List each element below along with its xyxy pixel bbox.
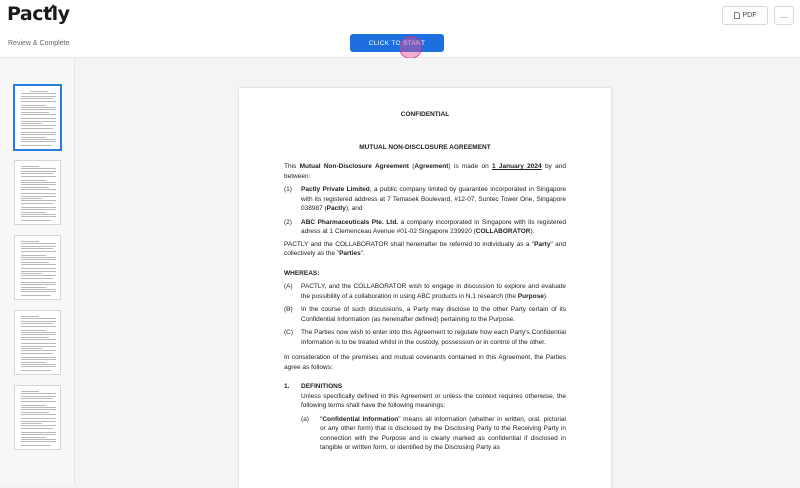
thumbnail-text-line — [21, 121, 56, 122]
consideration-paragraph: In consideration of the premises and mutual covenants contained in this Agreement, the Parties agree as follows: — [284, 354, 566, 371]
thumbnail-text-line — [21, 441, 56, 442]
document-title: MUTUAL NON-DISCLOSURE AGREEMENT — [359, 143, 491, 151]
thumbnail-text-line — [21, 98, 53, 99]
thumbnail-text-line — [21, 393, 56, 394]
thumbnail-text-line — [21, 128, 53, 129]
thumbnail-text-line — [21, 282, 56, 283]
thumbnail-text-line — [21, 398, 53, 399]
page-thumbnail-4[interactable] — [14, 310, 61, 375]
thumbnail-text-line — [21, 101, 56, 102]
thumbnail-text-line — [21, 275, 56, 276]
thumbnail-text-line — [21, 180, 46, 181]
thumbnail-text-line — [30, 91, 48, 92]
intro-paragraph: This Mutual Non-Disclosure Agreement (Agreement) is made on 1 January 2024 by and between: — [284, 163, 566, 180]
thumbnail-text-line — [21, 248, 53, 249]
thumbnail-text-line — [21, 362, 46, 363]
document-icon — [734, 12, 740, 19]
thumbnail-text-line — [21, 343, 56, 344]
thumbnail-text-line — [21, 401, 56, 402]
section-1-heading: 1. DEFINITIONS — [284, 383, 343, 390]
thumbnail-text-line — [21, 278, 53, 279]
thumbnail-text-line — [21, 123, 42, 124]
thumbnail-text-line — [21, 330, 46, 331]
thumbnail-text-line — [21, 251, 56, 252]
thumbnail-text-line — [21, 207, 56, 208]
thumbnail-text-line — [21, 118, 56, 119]
thumbnail-text-line — [21, 366, 56, 367]
thumbnail-text-line — [21, 93, 56, 94]
thumbnail-text-line — [21, 321, 56, 322]
thumbnail-text-line — [21, 176, 56, 177]
thumbnail-text-line — [21, 289, 56, 290]
thumbnail-text-line — [21, 350, 56, 351]
page-thumbnail-2[interactable] — [14, 160, 61, 225]
thumbnail-text-line — [21, 291, 56, 292]
thumbnail-text-line — [21, 284, 56, 285]
thumbnail-text-line — [21, 318, 56, 319]
breadcrumb: Review & Complete — [8, 40, 70, 47]
cursor-indicator — [399, 36, 422, 59]
pactly-logo[interactable]: Pactly — [7, 3, 70, 25]
thumbnail-text-line — [21, 439, 56, 440]
thumbnail-text-line — [21, 132, 56, 133]
thumbnail-text-line — [21, 396, 56, 397]
thumbnail-text-line — [21, 434, 56, 435]
thumbnail-text-line — [21, 214, 56, 215]
thumbnail-text-line — [21, 445, 51, 446]
thumbnail-text-line — [21, 271, 56, 272]
thumbnail-text-line — [21, 209, 56, 210]
thumbnail-text-line — [21, 370, 51, 371]
page-thumbnail-sidebar — [0, 58, 75, 485]
thumbnail-text-line — [21, 137, 46, 138]
thumbnail-text-line — [21, 134, 56, 135]
recital-c: (C) The Parties now wish to enter into this Agreement to regulate how each Party's Confidential Information is to be treated whilst in the custody, possession or in control of the other. — [284, 329, 566, 346]
page-thumbnail-1[interactable] — [14, 85, 61, 150]
thumbnail-text-line — [21, 200, 56, 201]
thumbnail-text-line — [21, 405, 46, 406]
document-content — [284, 88, 566, 453]
thumbnail-text-line — [21, 189, 56, 190]
party-2: (2) ABC Pharmaceuticals Pte. Ltd. a company incorporated in Singapore with its registered adress at 1 Clemenceau Avenue #01-02 Singapore 239920 (COLLABORATOR). — [284, 218, 566, 235]
page-thumbnail-3[interactable] — [14, 235, 61, 300]
thumbnail-text-line — [21, 257, 56, 258]
thumbnail-text-line — [21, 346, 56, 347]
thumbnail-text-line — [21, 423, 42, 424]
thumbnail-text-line — [21, 198, 42, 199]
more-icon: ... — [780, 11, 788, 20]
thumbnail-text-line — [21, 334, 56, 335]
more-options-button[interactable] — [774, 6, 794, 25]
thumbnail-text-line — [21, 418, 56, 419]
thumbnail-text-line — [21, 216, 56, 217]
thumbnail-text-line — [21, 139, 56, 140]
thumbnail-text-line — [21, 109, 56, 110]
thumbnail-text-line — [21, 259, 56, 260]
thumbnail-text-line — [21, 359, 56, 360]
page-thumbnail-5[interactable] — [14, 385, 61, 450]
thumbnail-text-line — [21, 425, 56, 426]
parties-definition: PACTLY and the COLLABORATOR shall hereinafter be referred to individually as a "Party" and collectively as the "Parties". — [284, 240, 566, 257]
thumbnail-text-line — [21, 243, 56, 244]
thumbnail-text-line — [21, 316, 39, 317]
thumbnail-text-line — [21, 241, 39, 242]
thumbnail-text-line — [21, 255, 46, 256]
thumbnail-text-line — [21, 273, 42, 274]
thumbnail-text-line — [21, 353, 53, 354]
thumbnail-text-line — [21, 339, 56, 340]
thumbnail-text-line — [21, 391, 39, 392]
thumbnail-text-line — [21, 357, 56, 358]
thumbnail-text-line — [21, 145, 51, 146]
thumbnail-text-line — [21, 171, 56, 172]
thumbnail-text-line — [21, 184, 56, 185]
section-1-text: Unless specifically defined in this Agreement or unless the context requires otherwise, the following terms shall have the following meanings: — [301, 392, 566, 409]
thumbnail-text-line — [21, 264, 56, 265]
recital-a: (A) PACTLY, and the COLLABORATOR wish to engage in discussion to explore and evaluate the possibility of a collaboration in using ABC products in N.1 research (the Purpose). — [284, 283, 566, 300]
thumbnail-text-line — [21, 212, 46, 213]
thumbnail-text-line — [21, 323, 53, 324]
thumbnail-text-line — [21, 295, 51, 296]
thumbnail-text-line — [21, 107, 56, 108]
thumbnail-text-line — [21, 432, 56, 433]
thumbnail-text-line — [21, 196, 56, 197]
thumbnail-text-line — [21, 182, 56, 183]
thumbnail-text-line — [21, 337, 49, 338]
document-page — [239, 88, 611, 488]
pdf-label: PDF — [742, 12, 757, 19]
thumbnail-text-line — [21, 203, 53, 204]
thumbnail-text-line — [21, 112, 49, 113]
thumbnail-text-line — [21, 141, 56, 142]
thumbnail-text-line — [21, 168, 56, 169]
thumbnail-text-line — [21, 187, 49, 188]
thumbnail-text-line — [21, 437, 46, 438]
thumbnail-text-line — [21, 268, 56, 269]
thumbnail-text-line — [21, 287, 46, 288]
thumbnail-text-line — [21, 262, 49, 263]
thumbnail-text-line — [21, 348, 42, 349]
confidential-label: CONFIDENTIAL — [400, 111, 450, 118]
thumbnail-text-line — [21, 125, 56, 126]
top-bar — [0, 0, 800, 30]
thumbnail-text-line — [21, 364, 56, 365]
thumbnail-text-line — [21, 96, 56, 97]
thumbnail-text-line — [21, 332, 56, 333]
pdf-button[interactable] — [722, 6, 768, 25]
click-to-start-button[interactable]: CLICK TO START — [350, 34, 444, 52]
thumbnail-text-line — [21, 105, 46, 106]
thumbnail-text-line — [21, 414, 56, 415]
thumbnail-text-line — [21, 409, 56, 410]
thumbnail-text-line — [21, 193, 56, 194]
logo-check-icon — [44, 4, 55, 14]
thumbnail-text-line — [21, 407, 56, 408]
party-1: (1) Pactly Private Limited, a public company limited by guarantee incorporated in Singapore with its registered address at 7 Temasek Boulevard, #12-07, Suntec Tower One, Singapore 038987 (Pactly); and — [284, 186, 566, 212]
thumbnail-text-line — [21, 114, 56, 115]
recital-b: (B) In the course of such discussions, a Party may disclose to the other Party certain of its Confidential Information (as hereinafter defined) pertaining to the Purpose. — [284, 306, 566, 323]
thumbnail-text-line — [21, 421, 56, 422]
thumbnail-text-line — [21, 326, 56, 327]
thumbnail-text-line — [21, 166, 39, 167]
thumbnail-text-line — [21, 173, 53, 174]
thumbnail-text-line — [21, 246, 56, 247]
thumbnail-text-line — [21, 428, 53, 429]
thumbnail-text-line — [21, 220, 51, 221]
whereas-heading: WHEREAS: — [284, 269, 320, 277]
thumbnail-text-line — [21, 412, 49, 413]
definition-a: (a) "Confidential Information" means all information (whether in written, oral, pictorial or any other form) that is disclosed by the Disclosing Party to the Receiving Party in connection with the Purpose and is clearly marked as confidential if disclosed in tangible or written form, or identified by the Disclosing Party as — [301, 415, 566, 451]
